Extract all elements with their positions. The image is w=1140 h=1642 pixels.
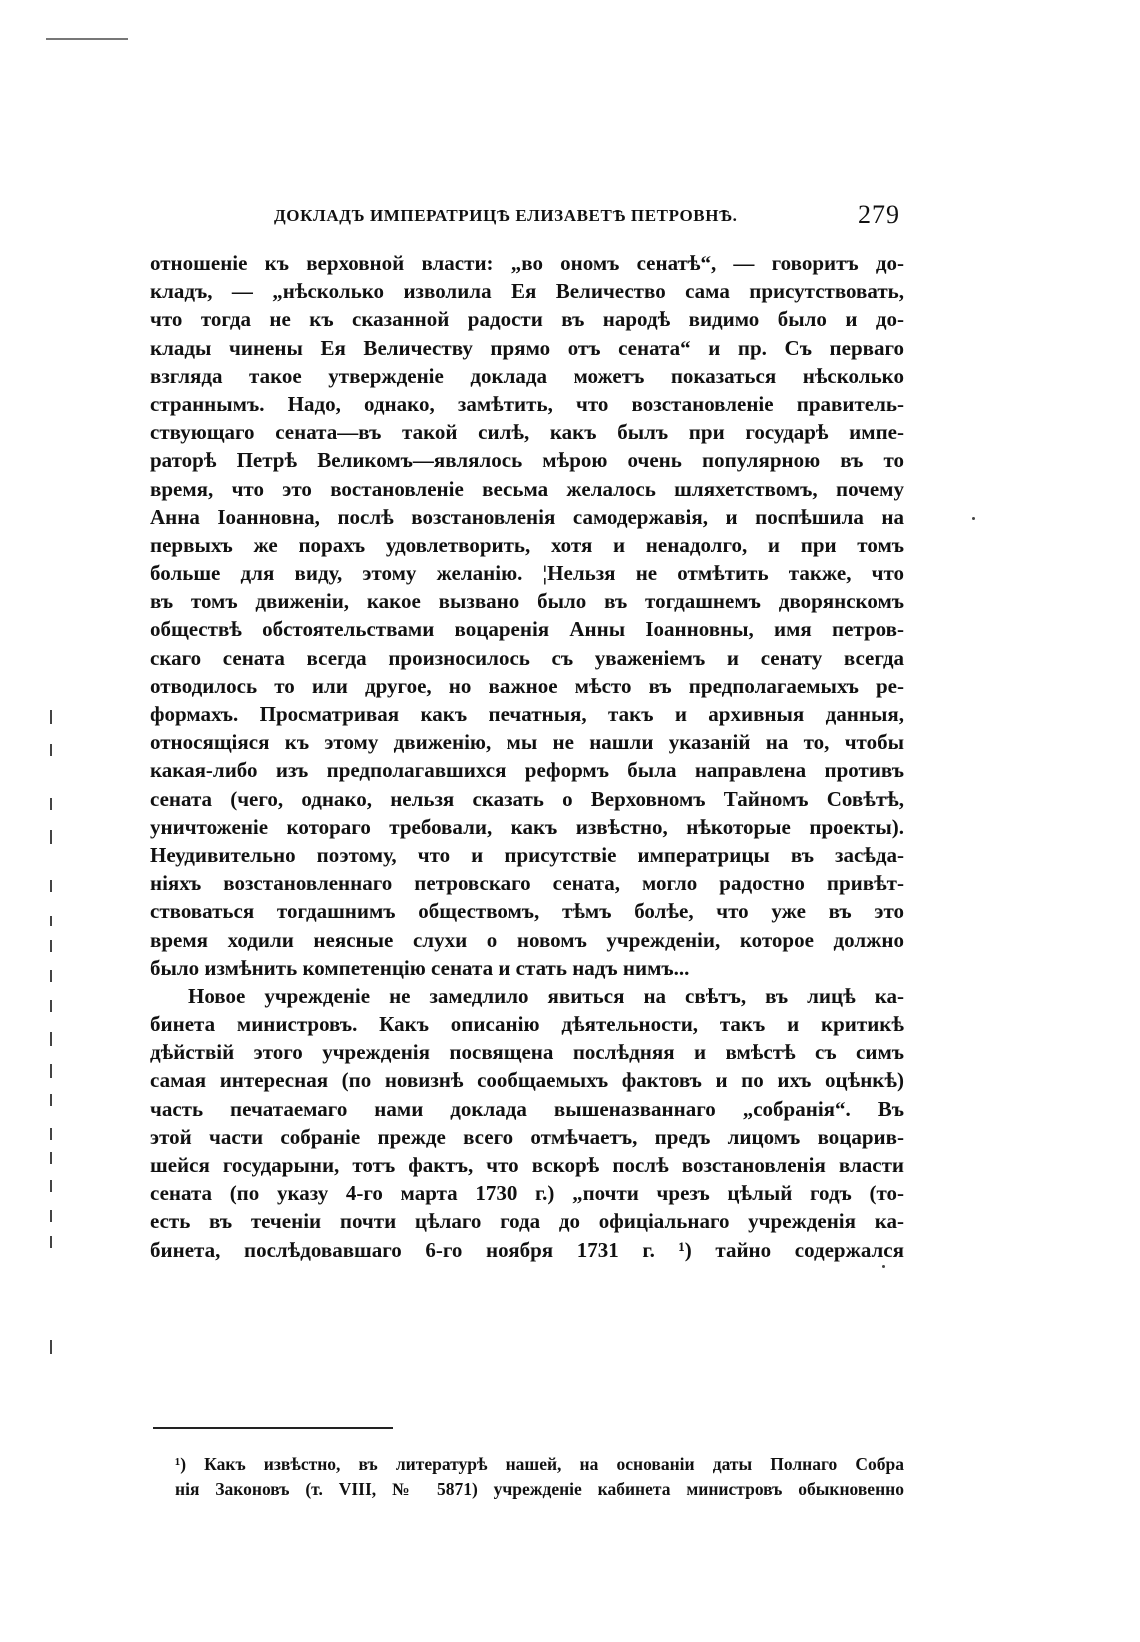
margin-mark: [50, 1128, 52, 1140]
text-line: этой части собраніе прежде всего отмѣчаетъ, предъ лицомъ воцарив-: [150, 1124, 904, 1149]
paragraph-end-line: было измѣнить компетенцію сената и стать надъ нимъ...: [150, 955, 690, 980]
text-line: относящіяся къ этому движенію, мы не нашли указаній на то, чтобы: [150, 730, 904, 755]
margin-mark: [50, 1152, 52, 1164]
text-line: отношеніе къ верховной власти: „во ономъ сенатѣ“, — говоритъ до-: [150, 251, 904, 275]
page-number: 279: [858, 200, 900, 229]
text-line: время ходили неясные слухи о новомъ учрежденіи, которое должно: [150, 927, 904, 952]
text-line: сената (чего, однако, нельзя сказать о Верховномъ Тайномъ Совѣтѣ,: [150, 786, 904, 811]
text-line: самая интересная (по новизнѣ сообщаемыхъ фактовъ и по ихъ оцѣнкѣ): [150, 1068, 904, 1093]
text-line: скаго сената всегда произносилось съ уваженіемъ и сенату всегда: [150, 645, 904, 670]
text-line: есть въ теченіи почти цѣлаго года до офиціальнаго учрежденія ка-: [150, 1209, 904, 1234]
text-line: больше для виду, этому желанію. ¦Нельзя не отмѣтить также, что: [150, 561, 904, 586]
margin-mark: [50, 970, 52, 982]
margin-mark: [50, 1210, 52, 1222]
main-text: [150, 249, 904, 1264]
footnote-separator: [153, 1427, 393, 1429]
text-line: бинета, послѣдовавшаго 6-го ноября 1731 г. ¹) тайно содержался: [150, 1237, 904, 1262]
margin-mark: [50, 940, 52, 952]
text-line: первыхъ же порахъ удовлетворить, хотя и ненадолго, и при томъ: [150, 532, 904, 557]
footnote-line: нія Законовъ (т. VIII, № 5871) учрежденіе кабинета министровъ обыкновенно: [175, 1479, 904, 1499]
text-line: дѣйствій этого учрежденія посвящена послѣдняя и вмѣстѣ съ симъ: [150, 1040, 904, 1065]
margin-mark: [50, 798, 52, 810]
margin-mark: [50, 1180, 52, 1192]
text-line: часть печатаемаго нами доклада вышеназваннаго „собранія“. Въ: [150, 1096, 904, 1121]
text-line: какая-либо изъ предполагавшихся реформъ была направлена противъ: [150, 758, 904, 783]
margin-mark: [50, 1340, 52, 1354]
margin-mark: [50, 830, 52, 844]
text-line: взгляда такое утвержденіе доклада можетъ показаться нѣсколько: [150, 363, 904, 388]
margin-scan-marks: [44, 680, 64, 1440]
text-line: ствующаго сената—въ такой силѣ, какъ былъ при государѣ импе-: [150, 420, 904, 445]
paragraph-start-line: Новое учрежденіе не замедлило явиться на свѣтъ, въ лицѣ ка-: [188, 983, 904, 1008]
text-line: сената (по указу 4-го марта 1730 г.) „почти чрезъ цѣлый годъ (то-: [150, 1181, 904, 1206]
margin-mark: [50, 880, 52, 892]
text-line: формахъ. Просматривая какъ печатныя, такъ и архивныя данныя,: [150, 702, 904, 726]
text-line: обществѣ обстоятельствами воцаренія Анны Іоанновны, имя петров-: [150, 617, 904, 642]
text-line: отводилось то или другое, но важное мѣсто въ предполагаемыхъ ре-: [150, 673, 904, 698]
text-line: шейся государыни, тотъ фактъ, что вскорѣ послѣ возстановленія власти: [150, 1153, 904, 1177]
text-line: клады чинены Ея Величеству прямо отъ сената“ и пр. Съ перваго: [150, 335, 904, 360]
margin-mark: [50, 916, 52, 926]
text-line: ствоваться тогдашнимъ обществомъ, тѣмъ болѣе, что уже въ это: [150, 899, 904, 924]
margin-mark: [50, 1094, 52, 1106]
margin-mark: [50, 710, 52, 724]
text-line: Неудивительно поэтому, что и присутствіе императрицы въ засѣда-: [150, 842, 904, 867]
text-line: страннымъ. Надо, однако, замѣтить, что возстановленіе правитель-: [150, 391, 904, 416]
footnotes: [175, 1452, 904, 1502]
running-title: ДОКЛАДЪ ИМПЕРАТРИЦѢ ЕЛИЗАВЕТѢ ПЕТРОВНѢ.: [274, 206, 738, 225]
margin-mark: [50, 1236, 52, 1248]
footnote-line: ¹) Какъ извѣстно, въ литературѣ нашей, на основаніи даты Полнаго Собра: [175, 1454, 904, 1474]
stray-dot: [972, 517, 975, 520]
page-header: [150, 200, 904, 234]
stray-dot: [882, 1265, 885, 1268]
text-line: въ томъ движеніи, какое вызвано было въ тогдашнемъ дворянскомъ: [150, 589, 904, 614]
text-line: время, что это востановленіе весьма желалось шляхетствомъ, почему: [150, 476, 904, 501]
text-line: Анна Іоанновна, послѣ возстановленія самодержавія, и поспѣшила на: [150, 504, 904, 529]
margin-mark: [50, 1064, 52, 1078]
margin-mark: [50, 744, 52, 756]
text-line: кладъ, — „нѣсколько изволила Ея Величество сама присутствовать,: [150, 279, 904, 304]
text-line: что тогда не къ сказанной радости въ народѣ видимо было и до-: [150, 307, 904, 332]
text-line: бинета министровъ. Какъ описанію дѣятельности, такъ и критикѣ: [150, 1012, 904, 1037]
text-line: ніяхъ возстановленнаго петровскаго сената, могло радостно привѣт-: [150, 871, 904, 896]
text-line: уничтоженіе котораго требовали, какъ извѣстно, нѣкоторые проекты).: [150, 814, 904, 839]
text-line: раторѣ Петрѣ Великомъ—являлось мѣрою очень популярною въ то: [150, 448, 904, 473]
margin-mark: [50, 1000, 52, 1012]
margin-mark: [50, 1032, 52, 1046]
top-edge-rule: [46, 38, 128, 40]
